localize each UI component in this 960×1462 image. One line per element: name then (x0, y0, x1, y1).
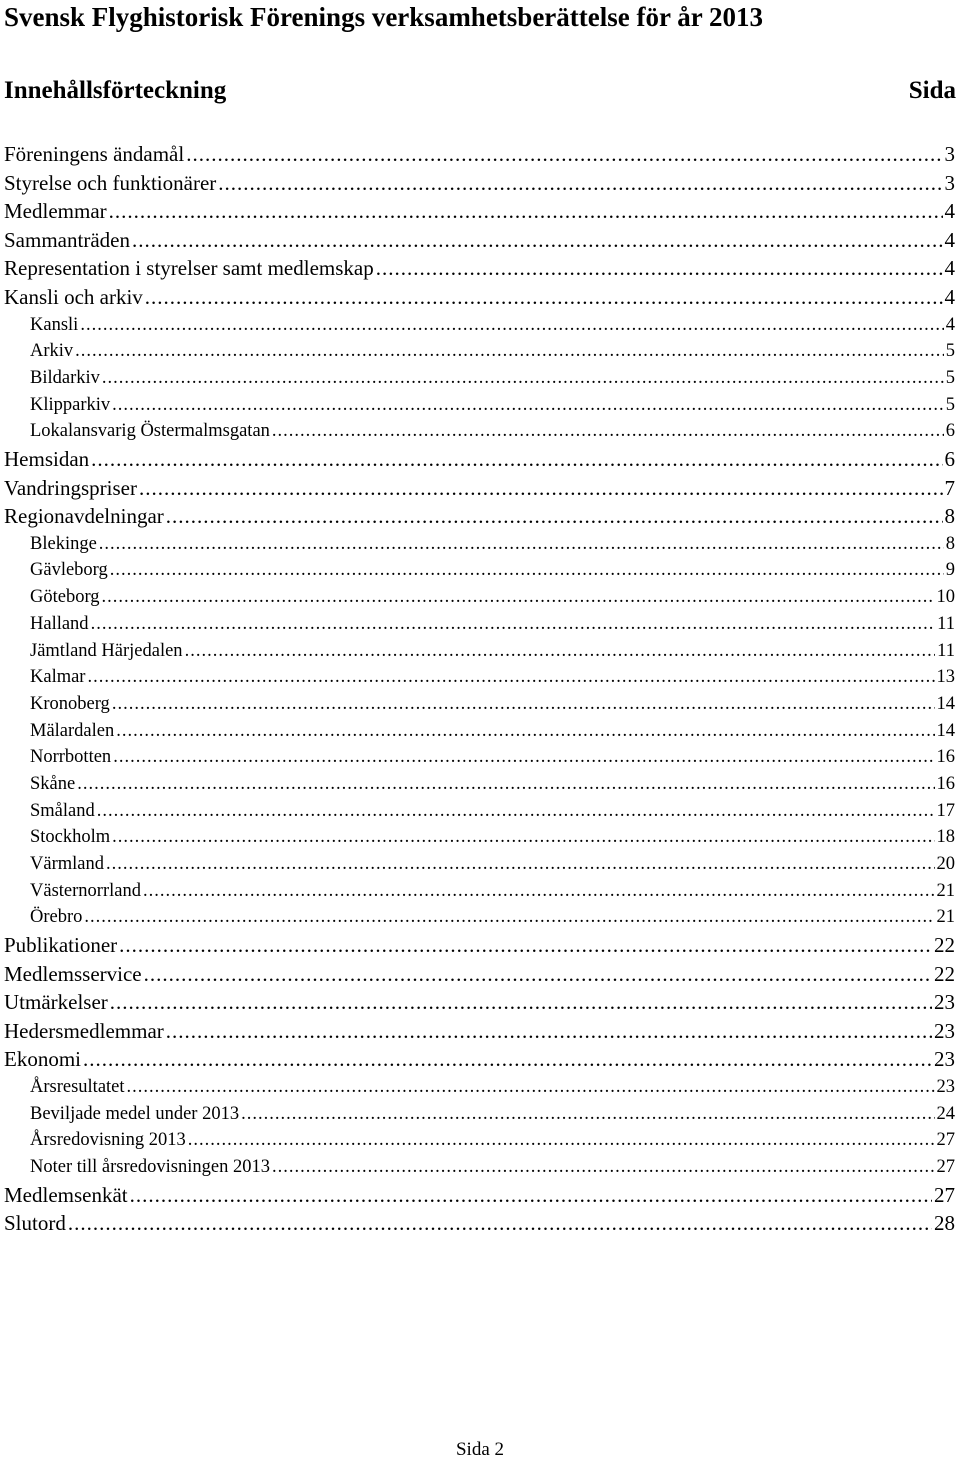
toc-entry-label: Arkiv (30, 341, 74, 362)
dot-leader (376, 254, 943, 283)
dot-leader (91, 445, 942, 474)
dot-leader (145, 283, 943, 312)
toc-entry-label: Blekinge (30, 533, 97, 554)
toc-entry-label: Beviljade medel under 2013 (30, 1103, 240, 1124)
toc-subentry[interactable] (4, 878, 955, 905)
toc-entry-label: Skåne (30, 773, 76, 794)
toc-entry[interactable] (4, 1209, 955, 1238)
toc-entry-page: 5 (945, 341, 955, 362)
toc-entry-page: 13 (936, 667, 955, 688)
toc-entry[interactable] (4, 226, 955, 255)
toc-entry-label: Bildarkiv (30, 367, 100, 388)
toc-entry-page: 11 (937, 640, 955, 661)
toc-subentry[interactable] (4, 1074, 955, 1101)
toc-entry-label: Ekonomi (4, 1047, 81, 1072)
toc-entry-label: Årsredovisning 2013 (30, 1130, 186, 1151)
toc-entry-label: Lokalansvarig Östermalmsgatan (30, 421, 270, 442)
toc-entry-page: 27 (934, 1182, 955, 1207)
toc-entry-page: 5 (945, 367, 955, 388)
toc-entry-label: Värmland (30, 854, 104, 875)
dot-leader (139, 474, 943, 503)
dot-leader (166, 502, 943, 531)
dot-leader (127, 1074, 935, 1101)
toc-entry-page: 10 (936, 587, 955, 608)
dot-leader (186, 140, 942, 169)
toc-entry-page: 4 (944, 199, 955, 224)
toc-entry-label: Örebro (30, 907, 83, 928)
dot-leader (83, 1045, 932, 1074)
toc-entry-page: 4 (944, 227, 955, 252)
toc-entry[interactable] (4, 283, 955, 312)
toc-entry[interactable] (4, 445, 955, 474)
dot-leader (112, 691, 935, 718)
toc-entry-label: Klipparkiv (30, 394, 111, 415)
dot-leader (112, 392, 944, 419)
toc-entry[interactable] (4, 254, 955, 283)
toc-entry[interactable] (4, 502, 955, 531)
toc-entry-page: 3 (944, 170, 955, 195)
toc-entry-label: Medlemsservice (4, 961, 142, 986)
toc-heading: Innehållsförteckning (4, 77, 227, 104)
toc-entry-label: Kalmar (30, 667, 86, 688)
dot-leader (106, 851, 935, 878)
toc-entry-label: Slutord (4, 1211, 66, 1236)
toc-subentry[interactable] (4, 691, 955, 718)
toc-entry-page: 24 (936, 1103, 955, 1124)
dot-leader (185, 638, 936, 665)
toc-entry-page: 23 (936, 1077, 955, 1098)
dot-leader (102, 365, 944, 392)
dot-leader (77, 771, 934, 798)
toc-entry[interactable] (4, 1045, 955, 1074)
toc-subentry[interactable] (4, 531, 955, 558)
toc-subentry[interactable] (4, 584, 955, 611)
toc-entry-label: Halland (30, 613, 89, 634)
toc-entry[interactable] (4, 988, 955, 1017)
dot-leader (109, 197, 943, 226)
toc-entry-label: Sammanträden (4, 227, 130, 252)
page-column-label: Sida (908, 77, 956, 104)
toc-subentry[interactable] (4, 338, 955, 365)
toc-entry-page: 14 (936, 693, 955, 714)
dot-leader (110, 988, 932, 1017)
toc-entry-label: Kronoberg (30, 693, 110, 714)
dot-leader (119, 931, 932, 960)
toc-entry[interactable] (4, 960, 955, 989)
toc-entry[interactable] (4, 1017, 955, 1046)
toc-entry-label: Publikationer (4, 933, 118, 958)
toc-subentry[interactable] (4, 365, 955, 392)
toc-entry-label: Årsresultatet (30, 1077, 125, 1098)
toc-entry-label: Medlemmar (4, 199, 107, 224)
toc-subentry[interactable] (4, 418, 955, 445)
toc-entry-page: 27 (936, 1130, 955, 1151)
toc-entry-page: 9 (945, 560, 955, 581)
toc-entry-label: Västernorrland (30, 880, 141, 901)
toc-subentry[interactable] (4, 718, 955, 745)
toc-subentry[interactable] (4, 904, 955, 931)
dot-leader (112, 824, 934, 851)
toc-entry-label: Gävleborg (30, 560, 108, 581)
toc-entry-page: 21 (936, 880, 955, 901)
toc-entry[interactable] (4, 931, 955, 960)
toc-subentry[interactable] (4, 771, 955, 798)
toc-subentry[interactable] (4, 1127, 955, 1154)
toc-entry-page: 5 (945, 394, 955, 415)
toc-entry-page: 18 (936, 827, 955, 848)
toc-subentry[interactable] (4, 744, 955, 771)
toc-subentry[interactable] (4, 312, 955, 339)
dot-leader (113, 744, 934, 771)
toc-entry-page: 3 (944, 142, 955, 166)
dot-leader (166, 1017, 932, 1046)
toc-subentry[interactable] (4, 1154, 955, 1181)
dot-leader (80, 312, 943, 339)
toc-entry-page: 4 (944, 284, 955, 309)
toc-subentry[interactable] (4, 664, 955, 691)
dot-leader (218, 169, 942, 198)
toc-entry-label: Kansli (30, 314, 79, 335)
dot-leader (102, 584, 935, 611)
dot-leader (99, 531, 944, 558)
toc-subentry[interactable] (4, 798, 955, 825)
toc-entry-page: 8 (945, 533, 955, 554)
toc-subentry[interactable] (4, 611, 955, 638)
toc-entry-label: Utmärkelser (4, 990, 108, 1015)
dot-leader (272, 418, 944, 445)
toc-entry-label: Stockholm (30, 827, 111, 848)
toc-entry-label: Hedersmedlemmar (4, 1018, 164, 1043)
toc-entry-page: 28 (934, 1211, 955, 1236)
toc-entry-page: 6 (945, 421, 955, 442)
toc-entry-label: Mälardalen (30, 720, 115, 741)
toc-entry-page: 17 (936, 800, 955, 821)
toc-entry[interactable] (4, 474, 955, 503)
toc-entry-page: 4 (945, 314, 955, 335)
toc-entry-label: Göteborg (30, 587, 100, 608)
toc-entry-label: Småland (30, 800, 95, 821)
toc-entry-label: Kansli och arkiv (4, 284, 143, 309)
toc-entry-page: 6 (944, 447, 955, 471)
toc-entry-label: Styrelse och funktionärer (4, 170, 217, 195)
toc-entry-page: 4 (944, 256, 955, 281)
toc-entry-page: 23 (934, 1047, 955, 1072)
document-title: Svensk Flyghistorisk Förenings verksamhetsberättelse för år 2013 (4, 2, 763, 32)
dot-leader (87, 664, 934, 691)
dot-leader (84, 904, 934, 931)
dot-leader (272, 1154, 935, 1181)
dot-leader (143, 878, 935, 905)
toc-entry-label: Representation i styrelser samt medlemskap (4, 256, 374, 281)
toc-entry-page: 22 (934, 933, 955, 958)
toc-entry-page: 8 (944, 504, 955, 529)
toc-entry-label: Regionavdelningar (4, 504, 164, 529)
toc-entry-label: Vandringspriser (4, 475, 137, 500)
dot-leader (97, 798, 935, 825)
toc-entry[interactable] (4, 169, 955, 198)
toc-subentry[interactable] (4, 557, 955, 584)
toc-entry[interactable] (4, 1181, 955, 1210)
toc-header (4, 75, 956, 107)
dot-leader (144, 960, 932, 989)
toc-entry-label: Hemsidan (4, 447, 90, 471)
toc-entry-page: 27 (936, 1157, 955, 1178)
toc-entry-label: Medlemsenkät (4, 1182, 128, 1207)
dot-leader (116, 718, 934, 745)
toc-entry-page: 16 (936, 773, 955, 794)
toc-entry-page: 11 (937, 613, 955, 634)
toc-subentry[interactable] (4, 824, 955, 851)
toc-subentry[interactable] (4, 392, 955, 419)
dot-leader (110, 557, 944, 584)
toc-entry-page: 14 (936, 720, 955, 741)
page-footer (0, 1438, 960, 1462)
dot-leader (68, 1209, 932, 1238)
dot-leader (241, 1101, 934, 1128)
toc-subentry[interactable] (4, 638, 955, 665)
toc-list (4, 140, 955, 1238)
toc-entry-page: 22 (934, 961, 955, 986)
toc-entry[interactable] (4, 140, 955, 169)
toc-entry-page: 7 (944, 475, 955, 500)
toc-entry[interactable] (4, 197, 955, 226)
toc-entry-page: 16 (936, 747, 955, 768)
toc-entry-page: 23 (934, 1018, 955, 1043)
page-number: Sida 2 (455, 1439, 505, 1460)
toc-entry-label: Föreningens ändamål (4, 142, 185, 166)
dot-leader (132, 226, 943, 255)
toc-entry-page: 21 (936, 907, 955, 928)
toc-entry-page: 20 (936, 854, 955, 875)
dot-leader (91, 611, 936, 638)
dot-leader (75, 338, 944, 365)
toc-entry-page: 23 (934, 990, 955, 1015)
dot-leader (130, 1181, 932, 1210)
toc-entry-label: Jämtland Härjedalen (30, 640, 183, 661)
toc-subentry[interactable] (4, 851, 955, 878)
toc-subentry[interactable] (4, 1101, 955, 1128)
dot-leader (188, 1127, 935, 1154)
toc-entry-label: Noter till årsredovisningen 2013 (30, 1157, 270, 1178)
toc-entry-label: Norrbotten (30, 747, 112, 768)
